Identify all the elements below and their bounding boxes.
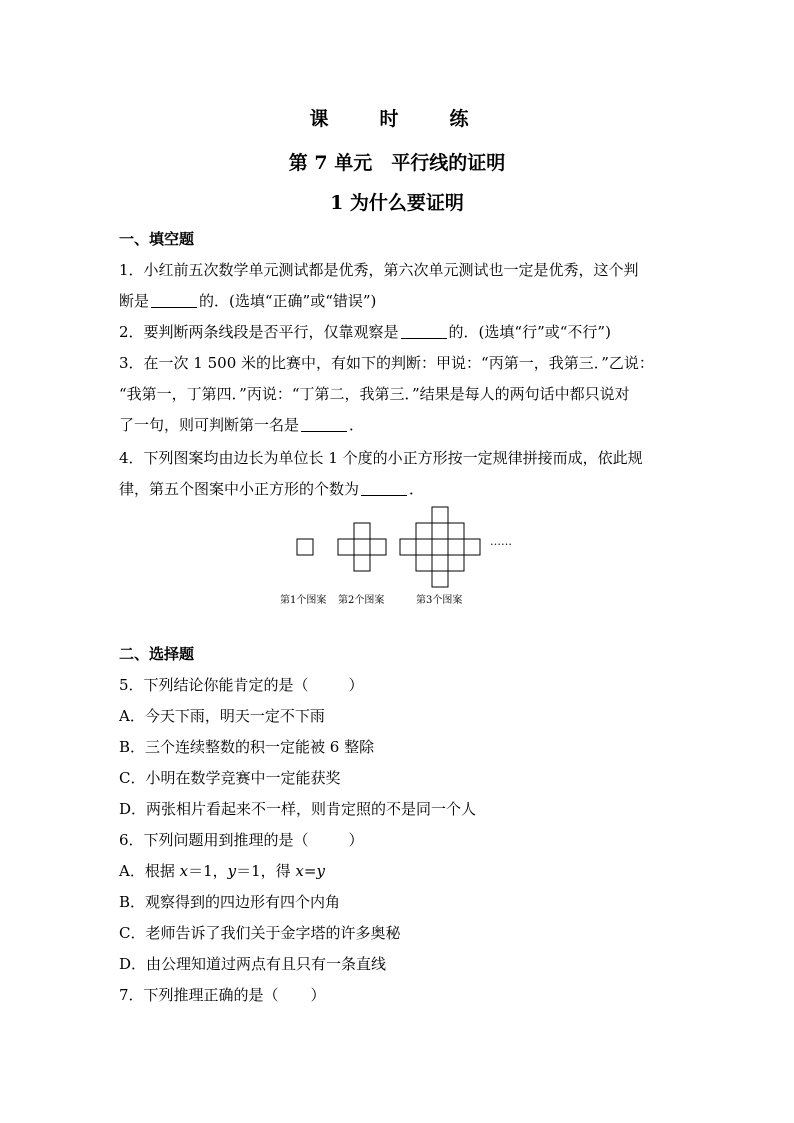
question-1-line-2 (119, 290, 376, 311)
caption-pattern-1: 第1个图案 (280, 595, 327, 606)
section-heading-multiple-choice: 二、选择题 (119, 645, 195, 663)
question-3-line-1: 3．在一次 1 500 米的比赛中，有如下的判断：甲说：“丙第一，我第三．”乙说： (119, 354, 654, 372)
caption-pattern-2: 第2个图案 (338, 595, 385, 606)
answer-blank[interactable] (301, 417, 347, 432)
q6-a-text: = (303, 862, 317, 880)
question-3-text-post: ． (349, 416, 365, 434)
question-6 (119, 829, 364, 850)
var-y: y (316, 862, 325, 880)
q6-option-a (119, 860, 325, 881)
question-6-text: 6．下列问题用到推理的是（ (119, 831, 309, 849)
question-3-line-2: “我第一，丁第四．”丙说：“丁第二，我第三．”结果是每人的两句话中都只说对 (119, 385, 630, 403)
var-x: x (295, 862, 304, 880)
square-pattern-figure (278, 505, 518, 610)
square-pattern-drawing (278, 505, 518, 595)
answer-blank[interactable] (401, 324, 447, 339)
q6-option-d: D．由公理知道过两点有且只有一条直线 (119, 955, 387, 973)
var-x: x (179, 862, 189, 880)
question-4-text-pre: 律，第五个图案中小正方形的个数为 (119, 480, 360, 498)
pattern-2 (338, 523, 386, 571)
question-5-text: 5．下列结论你能肯定的是（ (119, 676, 309, 694)
question-6-close: ） (348, 831, 364, 849)
question-7-text: 7．下列推理正确的是（ (119, 986, 279, 1004)
q5-option-b: B．三个连续整数的积一定能被 6 整除 (119, 738, 375, 756)
q6-a-text: ＝1， (188, 862, 228, 880)
pattern-1-square (297, 539, 313, 555)
var-y: y (227, 862, 237, 880)
q5-option-c: C．小明在数学竞赛中一定能获奖 (119, 769, 341, 787)
question-3-line-3 (119, 414, 364, 435)
q6-option-c: C．老师告诉了我们关于金字塔的许多奥秘 (119, 924, 401, 942)
ellipsis: …… (490, 535, 512, 548)
question-2-text-pre: 2．要判断两条线段是否平行，仅靠观察是 (119, 323, 399, 341)
q6-option-b: B．观察得到的四边形有四个内角 (119, 893, 341, 911)
unit-title: 第 7 单元 平行线的证明 (288, 152, 506, 174)
answer-blank[interactable] (151, 293, 197, 308)
question-4-text-post: ． (409, 480, 425, 498)
question-1-text-pre: 断是 (119, 292, 150, 310)
question-5-close: ） (348, 676, 364, 694)
section-heading-fill-in: 一、填空题 (119, 230, 195, 248)
q5-option-a: A．今天下雨，明天一定不下雨 (119, 707, 325, 725)
q6-a-text: ＝1，得 (236, 862, 296, 880)
q5-option-d: D．两张相片看起来不一样，则肯定照的不是同一个人 (119, 800, 477, 818)
lesson-title: 1 为什么要证明 (330, 192, 464, 214)
page-title: 课 时 练 (309, 108, 485, 130)
question-4-line-2 (119, 478, 424, 499)
question-7-close: ） (310, 986, 326, 1004)
question-2 (119, 321, 611, 342)
question-2-text-post: 的．(选填“行”或“不行”) (448, 323, 611, 341)
answer-blank[interactable] (361, 481, 407, 496)
pattern-3 (400, 507, 480, 587)
question-1-line-1: 1．小红前五次数学单元测试都是优秀，第六次单元测试也一定是优秀，这个判 (119, 261, 639, 279)
question-1-text-post: 的．(选填“正确”或“错误”) (199, 292, 377, 310)
question-3-text-pre: 了一句，则可判断第一名是 (119, 416, 300, 434)
question-4-line-1: 4．下列图案均由边长为单位长 1 个度的小正方形按一定规律拼接而成，依此规 (119, 449, 643, 467)
q6-a-text: A．根据 (119, 862, 180, 880)
question-5 (119, 674, 364, 695)
question-7 (119, 984, 326, 1005)
caption-pattern-3: 第3个图案 (416, 595, 463, 606)
